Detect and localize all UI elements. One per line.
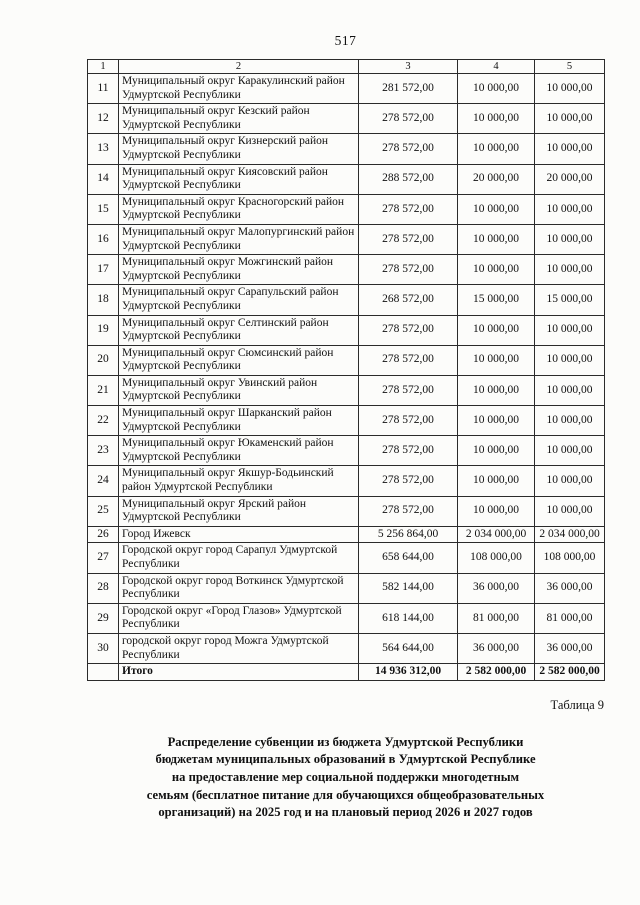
table-total-body bbox=[88, 664, 605, 681]
municipality-name: Городской округ «Город Глазов» Удмуртской Республики bbox=[119, 603, 359, 633]
municipality-name: Муниципальный округ Сюмсинский район Удмуртской Республики bbox=[119, 345, 359, 375]
amount-2025: 278 572,00 bbox=[359, 406, 458, 436]
title-line: Распределение субвенции из бюджета Удмуртской Республики bbox=[167, 734, 524, 749]
amount-2027: 10 000,00 bbox=[535, 134, 605, 164]
amount-2026: 10 000,00 bbox=[458, 255, 535, 285]
amount-2025: 281 572,00 bbox=[359, 74, 458, 104]
amount-2025: 564 644,00 bbox=[359, 633, 458, 663]
row-number: 28 bbox=[88, 573, 119, 603]
table-row bbox=[88, 603, 605, 633]
column-header-4: 4 bbox=[458, 60, 535, 74]
row-number: 14 bbox=[88, 164, 119, 194]
amount-2027: 10 000,00 bbox=[535, 315, 605, 345]
row-number: 21 bbox=[88, 375, 119, 405]
amount-2027: 81 000,00 bbox=[535, 603, 605, 633]
amount-2026: 36 000,00 bbox=[458, 633, 535, 663]
table-row bbox=[88, 224, 605, 254]
table-row bbox=[88, 104, 605, 134]
column-header-2: 2 bbox=[119, 60, 359, 74]
table-row bbox=[88, 543, 605, 573]
row-number: 27 bbox=[88, 543, 119, 573]
amount-2025: 278 572,00 bbox=[359, 345, 458, 375]
total-row bbox=[88, 664, 605, 681]
row-number: 15 bbox=[88, 194, 119, 224]
amount-2027: 108 000,00 bbox=[535, 543, 605, 573]
municipality-name: Муниципальный округ Шарканский район Удмуртской Республики bbox=[119, 406, 359, 436]
amount-2027: 10 000,00 bbox=[535, 345, 605, 375]
amount-2025: 278 572,00 bbox=[359, 104, 458, 134]
table-row bbox=[88, 436, 605, 466]
amount-2026: 10 000,00 bbox=[458, 134, 535, 164]
amount-2025: 658 644,00 bbox=[359, 543, 458, 573]
amount-2025: 582 144,00 bbox=[359, 573, 458, 603]
amount-2027: 10 000,00 bbox=[535, 375, 605, 405]
row-number: 25 bbox=[88, 496, 119, 526]
column-number-row bbox=[88, 60, 605, 74]
amount-2026: 10 000,00 bbox=[458, 315, 535, 345]
table-row bbox=[88, 345, 605, 375]
row-number: 12 bbox=[88, 104, 119, 134]
table-row bbox=[88, 406, 605, 436]
title-line: бюджетам муниципальных образований в Удмуртской Республике bbox=[155, 752, 536, 767]
table-row bbox=[88, 526, 605, 543]
table-row bbox=[88, 255, 605, 285]
row-number: 11 bbox=[88, 74, 119, 104]
table-row bbox=[88, 315, 605, 345]
amount-2026: 36 000,00 bbox=[458, 573, 535, 603]
table-row bbox=[88, 466, 605, 496]
table-row bbox=[88, 573, 605, 603]
table-caption: Таблица 9 bbox=[550, 697, 604, 712]
municipality-name: Городской округ город Воткинск Удмуртской Республики bbox=[119, 573, 359, 603]
row-number: 29 bbox=[88, 603, 119, 633]
document-title bbox=[87, 734, 604, 822]
municipality-name: Муниципальный округ Увинский район Удмуртской Республики bbox=[119, 375, 359, 405]
amount-2027: 20 000,00 bbox=[535, 164, 605, 194]
table-row bbox=[88, 74, 605, 104]
amount-2026: 10 000,00 bbox=[458, 224, 535, 254]
amount-2025: 618 144,00 bbox=[359, 603, 458, 633]
municipality-name: Муниципальный округ Кизнерский район Удмуртской Республики bbox=[119, 134, 359, 164]
table-row bbox=[88, 375, 605, 405]
amount-2027: 36 000,00 bbox=[535, 573, 605, 603]
municipality-name: Муниципальный округ Якшур-Бодьинский район Удмуртской Республики bbox=[119, 466, 359, 496]
amount-2027: 15 000,00 bbox=[535, 285, 605, 315]
title-line: организаций) на 2025 год и на плановый период 2026 и 2027 годов bbox=[158, 805, 533, 820]
amount-2025: 278 572,00 bbox=[359, 224, 458, 254]
amount-2027: 10 000,00 bbox=[535, 194, 605, 224]
column-header-5: 5 bbox=[535, 60, 605, 74]
amount-2027: 10 000,00 bbox=[535, 496, 605, 526]
amount-2026: 15 000,00 bbox=[458, 285, 535, 315]
table-row bbox=[88, 164, 605, 194]
table-row bbox=[88, 194, 605, 224]
table-row bbox=[88, 633, 605, 663]
amount-2025: 278 572,00 bbox=[359, 375, 458, 405]
amount-2025: 278 572,00 bbox=[359, 496, 458, 526]
table-body bbox=[88, 74, 605, 664]
table-row bbox=[88, 285, 605, 315]
total-amount-2025: 14 936 312,00 bbox=[359, 664, 458, 681]
row-number: 16 bbox=[88, 224, 119, 254]
amount-2025: 278 572,00 bbox=[359, 255, 458, 285]
column-header-1: 1 bbox=[88, 60, 119, 74]
total-amount-2027: 2 582 000,00 bbox=[535, 664, 605, 681]
amount-2025: 278 572,00 bbox=[359, 315, 458, 345]
row-number: 13 bbox=[88, 134, 119, 164]
table-header bbox=[88, 60, 605, 74]
amount-2027: 10 000,00 bbox=[535, 74, 605, 104]
amount-2026: 20 000,00 bbox=[458, 164, 535, 194]
row-number: 30 bbox=[88, 633, 119, 663]
municipality-name: Муниципальный округ Сарапульский район Удмуртской Республики bbox=[119, 285, 359, 315]
amount-2027: 36 000,00 bbox=[535, 633, 605, 663]
municipality-name: Муниципальный округ Ярский район Удмуртской Республики bbox=[119, 496, 359, 526]
row-number: 23 bbox=[88, 436, 119, 466]
row-number: 20 bbox=[88, 345, 119, 375]
municipality-name: Муниципальный округ Селтинский район Удмуртской Республики bbox=[119, 315, 359, 345]
amount-2025: 288 572,00 bbox=[359, 164, 458, 194]
amount-2025: 278 572,00 bbox=[359, 436, 458, 466]
municipality-name: Муниципальный округ Кезский район Удмуртской Республики bbox=[119, 104, 359, 134]
municipality-name: Муниципальный округ Каракулинский район Удмуртской Республики bbox=[119, 74, 359, 104]
amount-2027: 10 000,00 bbox=[535, 104, 605, 134]
amount-2026: 10 000,00 bbox=[458, 466, 535, 496]
row-number: 22 bbox=[88, 406, 119, 436]
total-row-number-cell bbox=[88, 664, 119, 681]
table-row bbox=[88, 496, 605, 526]
municipality-name: Муниципальный округ Малопургинский район Удмуртской Республики bbox=[119, 224, 359, 254]
amount-2025: 268 572,00 bbox=[359, 285, 458, 315]
total-amount-2026: 2 582 000,00 bbox=[458, 664, 535, 681]
amount-2026: 10 000,00 bbox=[458, 74, 535, 104]
total-label: Итого bbox=[119, 664, 359, 681]
municipality-name: Муниципальный округ Киясовский район Удмуртской Республики bbox=[119, 164, 359, 194]
page-number: 517 bbox=[334, 33, 357, 48]
subvention-distribution-table bbox=[87, 59, 605, 681]
municipality-name: Муниципальный округ Юкаменский район Удмуртской Республики bbox=[119, 436, 359, 466]
amount-2025: 278 572,00 bbox=[359, 134, 458, 164]
row-number: 18 bbox=[88, 285, 119, 315]
amount-2026: 10 000,00 bbox=[458, 436, 535, 466]
amount-2027: 10 000,00 bbox=[535, 466, 605, 496]
row-number: 24 bbox=[88, 466, 119, 496]
title-line: семьям (бесплатное питание для обучающихся общеобразовательных bbox=[146, 787, 545, 802]
amount-2027: 2 034 000,00 bbox=[535, 526, 605, 543]
amount-2027: 10 000,00 bbox=[535, 255, 605, 285]
column-header-3: 3 bbox=[359, 60, 458, 74]
amount-2026: 10 000,00 bbox=[458, 345, 535, 375]
row-number: 17 bbox=[88, 255, 119, 285]
municipality-name: Город Ижевск bbox=[119, 526, 359, 543]
amount-2026: 81 000,00 bbox=[458, 603, 535, 633]
amount-2026: 2 034 000,00 bbox=[458, 526, 535, 543]
amount-2025: 278 572,00 bbox=[359, 194, 458, 224]
municipality-name: Городской округ город Сарапул Удмуртской Республики bbox=[119, 543, 359, 573]
page-content bbox=[87, 0, 604, 822]
amount-2026: 108 000,00 bbox=[458, 543, 535, 573]
row-number: 26 bbox=[88, 526, 119, 543]
amount-2025: 5 256 864,00 bbox=[359, 526, 458, 543]
amount-2027: 10 000,00 bbox=[535, 436, 605, 466]
municipality-name: Муниципальный округ Можгинский район Удмуртской Республики bbox=[119, 255, 359, 285]
amount-2026: 10 000,00 bbox=[458, 194, 535, 224]
row-number: 19 bbox=[88, 315, 119, 345]
amount-2026: 10 000,00 bbox=[458, 104, 535, 134]
amount-2025: 278 572,00 bbox=[359, 466, 458, 496]
amount-2027: 10 000,00 bbox=[535, 406, 605, 436]
amount-2026: 10 000,00 bbox=[458, 406, 535, 436]
amount-2027: 10 000,00 bbox=[535, 224, 605, 254]
municipality-name: Муниципальный округ Красногорский район Удмуртской Республики bbox=[119, 194, 359, 224]
amount-2026: 10 000,00 bbox=[458, 496, 535, 526]
amount-2026: 10 000,00 bbox=[458, 375, 535, 405]
municipality-name: городской округ город Можга Удмуртской Республики bbox=[119, 633, 359, 663]
table-row bbox=[88, 134, 605, 164]
title-line: на предоставление мер социальной поддержки многодетным bbox=[171, 769, 520, 784]
